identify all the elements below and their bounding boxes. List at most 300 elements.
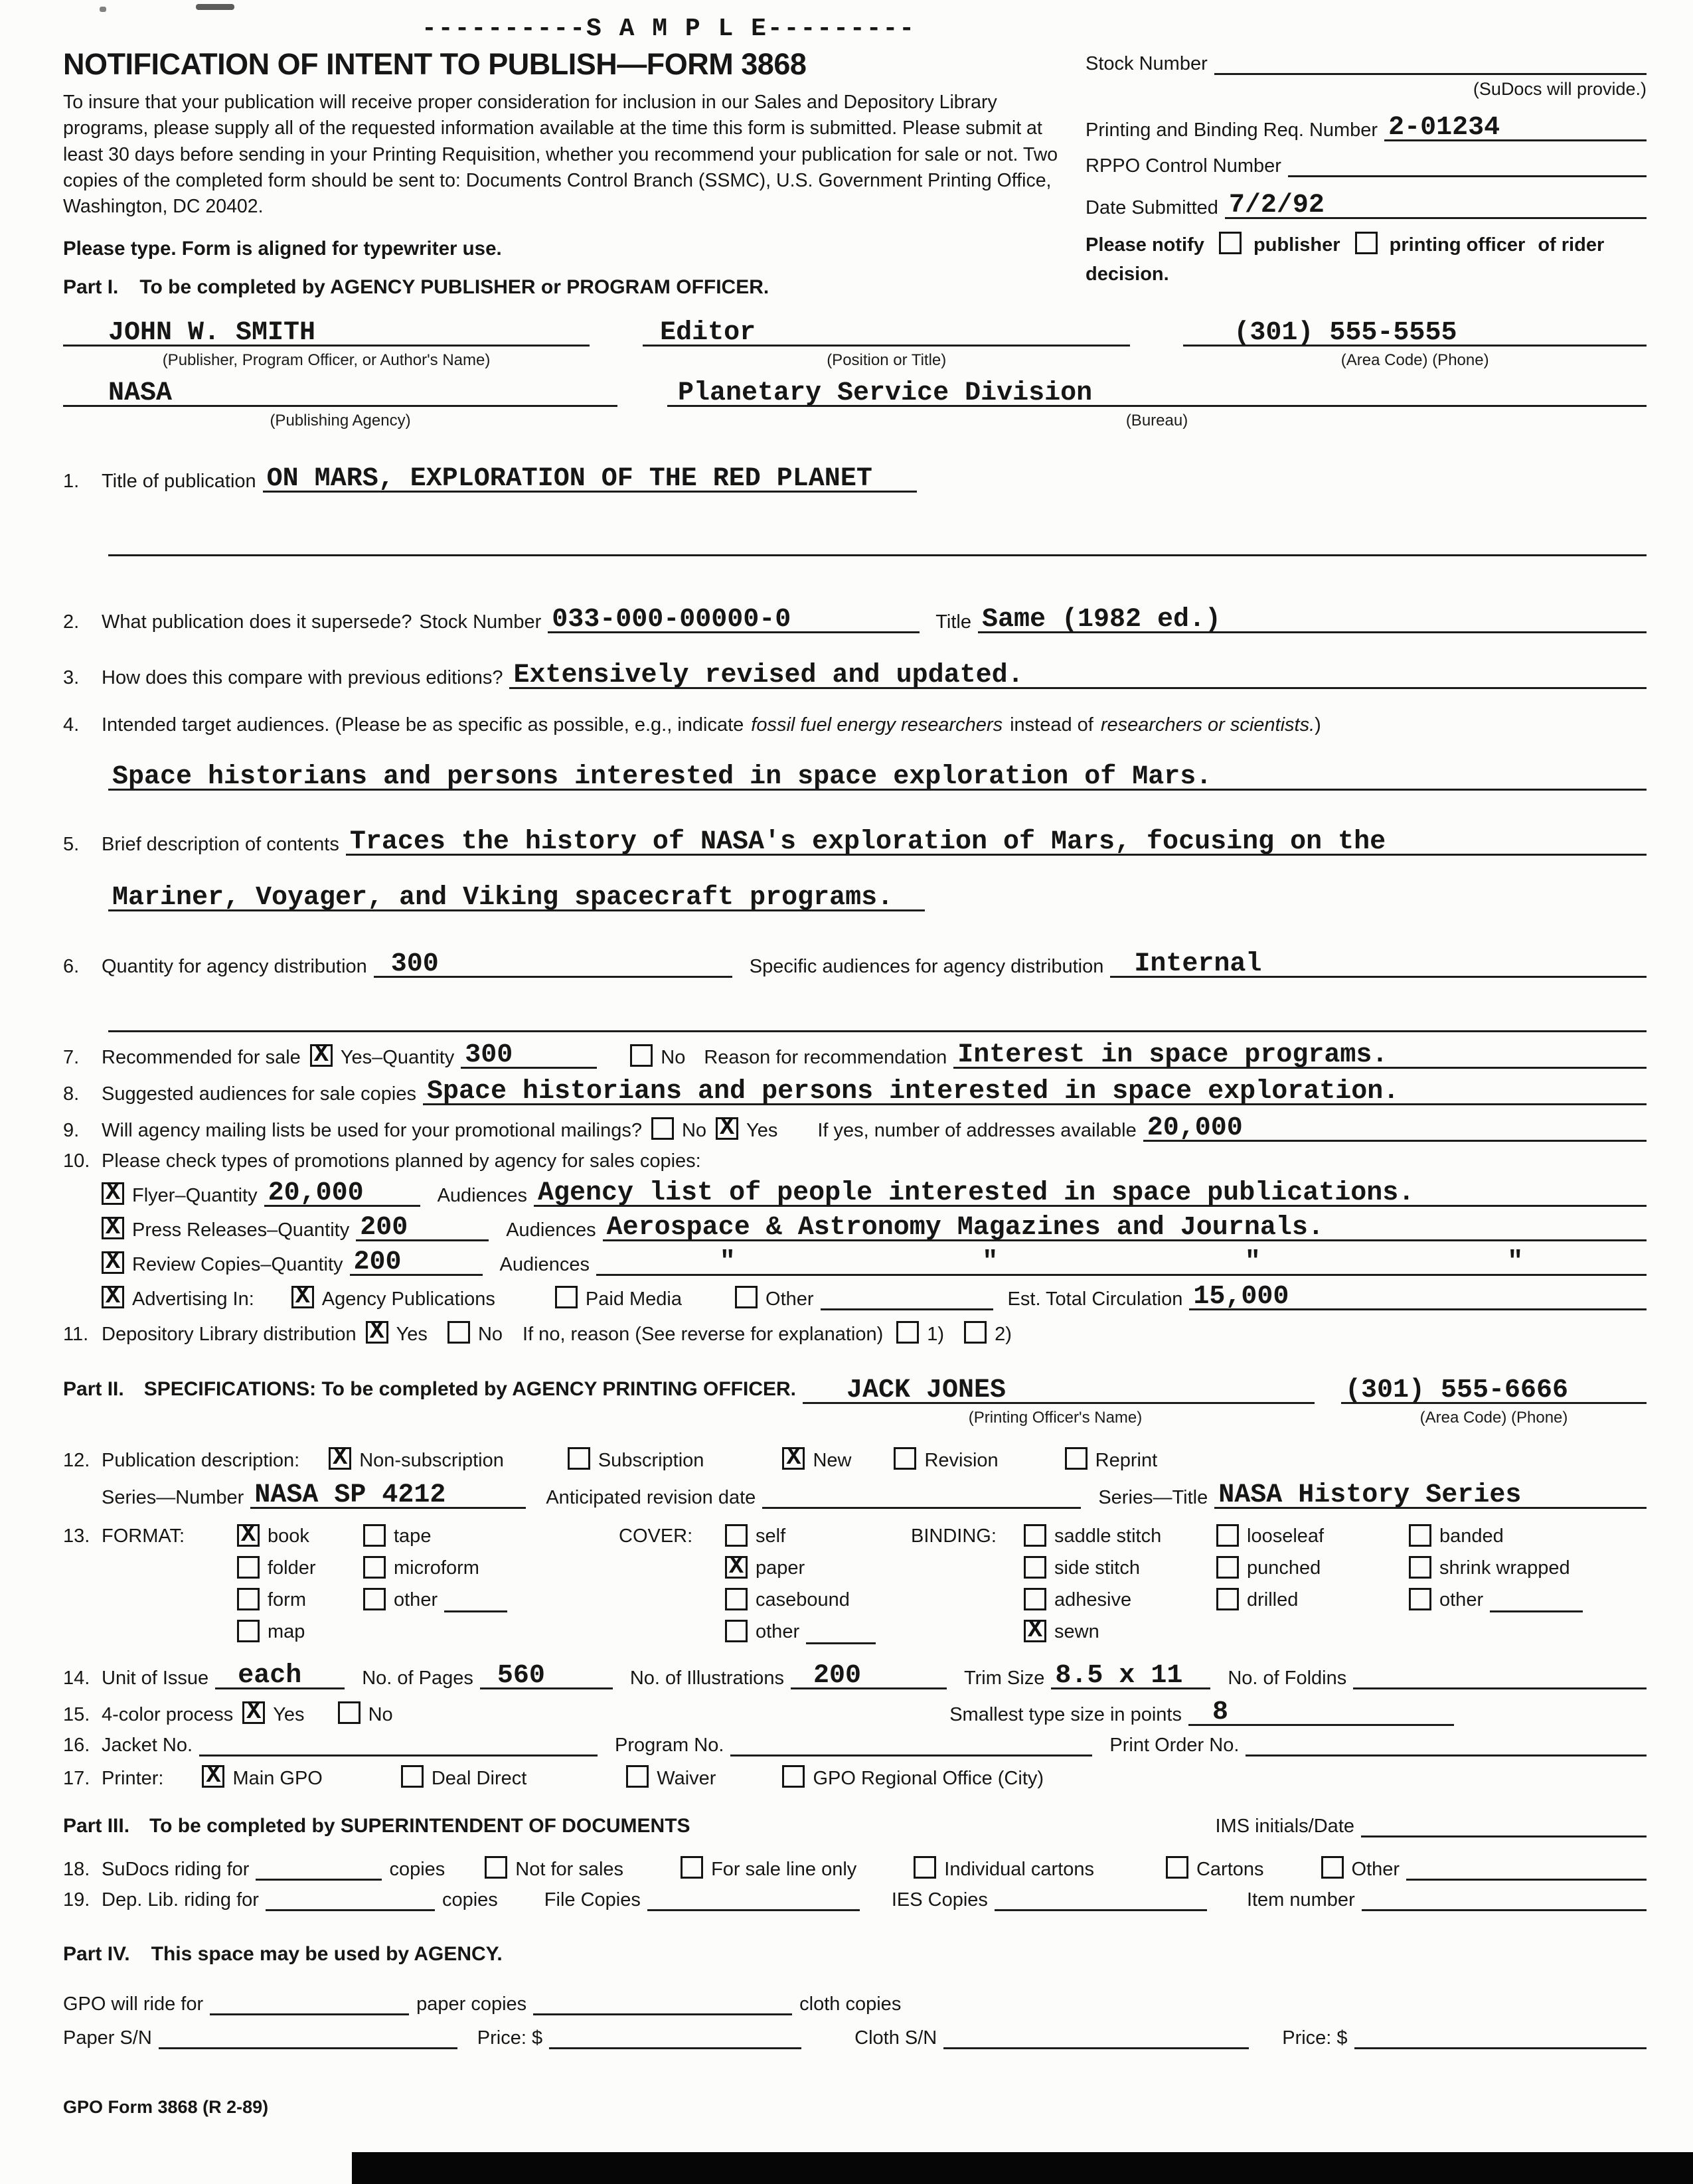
cover-paper-label: paper [756, 1557, 805, 1579]
depository-distribution-label: Depository Library distribution [102, 1323, 357, 1345]
checkbox-mailing-yes[interactable] [716, 1117, 738, 1140]
item-8-number: 8. [63, 1083, 80, 1105]
gpo-ride-row [63, 1993, 1647, 2015]
format-col-1 [237, 1521, 363, 1648]
field-foldins[interactable] [1353, 1684, 1647, 1689]
item-10-press-row [63, 1213, 1647, 1241]
checkbox-four-color-no[interactable] [338, 1701, 361, 1724]
banded-label: banded [1439, 1525, 1504, 1547]
checkbox-depository-no[interactable] [447, 1321, 470, 1344]
header-left [63, 15, 1059, 299]
target-audiences-italic-1: fossil fuel energy researchers [751, 714, 1003, 736]
header [63, 15, 1647, 299]
est-circulation-label: Est. Total Circulation [1007, 1288, 1183, 1310]
item-10-number: 10. [63, 1150, 90, 1172]
shrink-wrapped-label: shrink wrapped [1439, 1557, 1570, 1579]
gpo-regional-label: GPO Regional Office (City) [813, 1767, 1044, 1789]
addresses-available-value: 20,000 [1147, 1113, 1243, 1143]
paper-copies-label: paper copies [416, 1993, 527, 2015]
checkbox-not-for-sales[interactable] [485, 1856, 507, 1879]
field-pages[interactable] [480, 1662, 613, 1689]
field-advertising-other[interactable] [821, 1305, 993, 1310]
rppo-control-label: RPPO Control Number [1086, 155, 1281, 177]
checkbox-map[interactable] [237, 1620, 260, 1642]
press-audiences-label: Audiences [506, 1219, 596, 1241]
sudocs-copies-label: copies [389, 1858, 445, 1880]
printing-officer-name-caption: (Printing Officer's Name) [968, 1408, 1143, 1427]
not-for-sales-label: Not for sales [515, 1858, 624, 1880]
item-12-number: 12. [63, 1449, 90, 1471]
notify-publisher-label: publisher [1253, 234, 1340, 256]
checkbox-drilled[interactable] [1216, 1588, 1239, 1610]
scan-artifact-speck [100, 7, 106, 12]
checkbox-side-stitch[interactable] [1024, 1556, 1046, 1579]
checkbox-cover-self[interactable] [725, 1524, 748, 1547]
ditto-mark: " [719, 1247, 736, 1277]
target-audiences-label-1: Intended target audiences. (Please be as specific as possible, e.g., indicate [102, 714, 744, 736]
item-9 [63, 1114, 1647, 1142]
printer-label: Printer: [102, 1767, 164, 1789]
unit-of-issue-label: Unit of Issue [102, 1667, 209, 1689]
checkbox-depository-reason-2[interactable] [964, 1321, 987, 1344]
sewn-label: sewn [1054, 1621, 1099, 1643]
item-2-number: 2. [63, 611, 80, 633]
field-press-audiences[interactable] [603, 1213, 1647, 1241]
checkbox-notify-printing-officer[interactable] [1355, 232, 1378, 254]
notify-label: Please notify [1086, 234, 1204, 256]
checkbox-sewn[interactable] [1024, 1620, 1046, 1642]
field-publisher-phone[interactable] [1183, 319, 1647, 347]
field-anticipated-revision-date[interactable] [762, 1504, 1081, 1509]
depository-reason-label: If no, reason (See reverse for explanation) [523, 1323, 884, 1345]
four-color-label: 4-color process [102, 1703, 234, 1725]
field-item-6-continuation-line[interactable] [108, 1027, 1647, 1032]
mailing-yes-label: Yes [746, 1119, 778, 1141]
individual-cartons-label: Individual cartons [944, 1858, 1094, 1880]
field-addresses-available[interactable] [1143, 1114, 1647, 1142]
item-19-number: 19. [63, 1889, 90, 1911]
stock-number-field[interactable] [1214, 70, 1647, 75]
supersede-title-label: Title [935, 611, 971, 633]
cover-self-label: self [756, 1525, 786, 1547]
item-10-advertising-row [63, 1283, 1647, 1310]
print-order-no-label: Print Order No. [1109, 1734, 1240, 1756]
field-jacket-no[interactable] [199, 1751, 598, 1756]
checkbox-deal-direct[interactable] [401, 1765, 424, 1788]
press-releases-label: Press Releases–Quantity [132, 1219, 350, 1241]
please-type-note: Please type. Form is aligned for typewriter use. [63, 237, 502, 260]
binding-label-cell [911, 1521, 1024, 1553]
field-est-circulation[interactable] [1189, 1283, 1647, 1310]
checkbox-sudocs-other[interactable] [1321, 1856, 1344, 1879]
field-trim-size[interactable] [1051, 1662, 1210, 1689]
field-target-audiences[interactable] [108, 763, 1647, 791]
field-press-quantity[interactable] [356, 1213, 489, 1241]
item-14 [63, 1662, 1647, 1689]
field-publisher-name[interactable] [63, 319, 590, 347]
printing-binding-req-value: 2-01234 [1388, 113, 1500, 143]
field-compare-editions[interactable] [509, 661, 1647, 689]
flyer-audiences-label: Audiences [437, 1184, 528, 1206]
checkbox-cover-paper[interactable] [725, 1556, 748, 1579]
part2-title: SPECIFICATIONS: To be completed by AGENCY PRINTING OFFICER. [143, 1377, 796, 1400]
recommended-for-sale-label: Recommended for sale [102, 1046, 301, 1068]
item-6 [63, 950, 1647, 978]
item-3-number: 3. [63, 666, 80, 688]
cloth-price-label: Price: $ [1282, 2027, 1348, 2049]
suggested-audiences-value: Space historians and persons interested in space exploration. [426, 1076, 1400, 1107]
checkbox-folder[interactable] [237, 1556, 260, 1579]
unit-of-issue-value: each [238, 1660, 302, 1691]
field-unit-of-issue[interactable] [215, 1662, 345, 1689]
stock-number-label: Stock Number [1086, 53, 1208, 74]
checkbox-tape[interactable] [363, 1524, 386, 1547]
checkbox-punched[interactable] [1216, 1556, 1239, 1579]
part1-heading [63, 276, 1059, 299]
promotions-label: Please check types of promotions planned by agency for sales copies: [102, 1150, 701, 1172]
cloth-copies-label: cloth copies [799, 1993, 902, 2015]
checkbox-review-copies[interactable] [102, 1251, 124, 1274]
date-submitted-value: 7/2/92 [1228, 191, 1325, 220]
sale-reason-label: Reason for recommendation [704, 1046, 947, 1068]
publisher-phone-caption: (Area Code) (Phone) [1340, 351, 1489, 369]
item-2 [63, 605, 1647, 633]
header-right [1086, 15, 1647, 289]
cover-label-cell [619, 1521, 725, 1553]
field-description-line2[interactable] [108, 884, 925, 911]
foldins-label: No. of Foldins [1228, 1667, 1347, 1689]
agency-publications-label: Agency Publications [321, 1288, 495, 1310]
publisher-name-caption: (Publisher, Program Officer, or Author's Name) [162, 351, 491, 369]
binding-col-3 [1409, 1521, 1647, 1616]
field-bureau[interactable] [667, 379, 1647, 407]
field-printing-officer-phone[interactable] [1341, 1376, 1647, 1404]
part2-number: Part II. [63, 1377, 124, 1400]
scan-artifact-bottom-bar [352, 2152, 1693, 2184]
est-circulation-value: 15,000 [1193, 1281, 1289, 1312]
printing-officer-phone-caption: (Area Code) (Phone) [1419, 1408, 1568, 1427]
dep-lib-riding-label: Dep. Lib. riding for [102, 1889, 259, 1911]
printing-officer-name-value: JACK JONES [846, 1375, 1007, 1405]
checkbox-flyer[interactable] [102, 1182, 124, 1205]
sale-quantity-value: 300 [465, 1040, 513, 1070]
checkbox-looseleaf[interactable] [1216, 1524, 1239, 1547]
checkbox-book[interactable] [237, 1524, 260, 1547]
field-flyer-audiences[interactable] [534, 1179, 1647, 1207]
checkbox-depository-yes[interactable] [366, 1321, 388, 1344]
dep-lib-copies-label: copies [442, 1889, 498, 1911]
date-submitted-field[interactable] [1225, 191, 1647, 219]
supersede-title-value: Same (1982 ed.) [981, 604, 1222, 635]
binding-col-2 [1216, 1521, 1409, 1616]
publisher-phone-value: (301) 555-5555 [1234, 317, 1457, 348]
depository-reason-1-label: 1) [927, 1323, 945, 1345]
checkbox-agency-publications[interactable] [291, 1286, 314, 1308]
field-ies-copies[interactable] [995, 1906, 1207, 1911]
field-program-no[interactable] [730, 1751, 1092, 1756]
field-description-line1[interactable] [346, 828, 1647, 856]
checkbox-waiver[interactable] [626, 1765, 649, 1788]
sn-price-row [63, 2027, 1647, 2049]
new-label: New [813, 1449, 852, 1471]
adhesive-label: adhesive [1054, 1589, 1132, 1611]
binding-other-label: other [1439, 1589, 1484, 1611]
description-value-line2: Mariner, Voyager, and Viking spacecraft programs. [112, 882, 894, 913]
checkbox-adhesive[interactable] [1024, 1588, 1046, 1610]
item-4 [63, 714, 1647, 736]
tape-label: tape [394, 1525, 432, 1547]
part1-number: Part I. [63, 275, 119, 298]
checkbox-format-other[interactable] [363, 1588, 386, 1610]
field-supersede-title[interactable] [978, 605, 1647, 633]
item-3 [63, 661, 1647, 689]
item-16 [63, 1735, 1647, 1756]
item-10-review-row [63, 1248, 1647, 1276]
checkbox-saddle-stitch[interactable] [1024, 1524, 1046, 1547]
ditto-mark: " [982, 1247, 999, 1277]
checkbox-form[interactable] [237, 1588, 260, 1610]
field-format-other[interactable] [444, 1607, 507, 1612]
cover-casebound-label: casebound [756, 1589, 850, 1611]
item-15 [63, 1698, 1647, 1726]
field-sudocs-other[interactable] [1406, 1875, 1647, 1881]
pages-label: No. of Pages [362, 1667, 473, 1689]
field-print-order-no[interactable] [1246, 1751, 1647, 1756]
agency-distribution-qty-label: Quantity for agency distribution [102, 955, 367, 977]
item-18 [63, 1856, 1647, 1881]
cloth-sn-label: Cloth S/N [854, 2027, 937, 2049]
item-17 [63, 1765, 1647, 1790]
sudocs-other-label: Other [1351, 1858, 1400, 1880]
bureau-value: Planetary Service Division [678, 378, 1093, 408]
field-supersede-stock-number[interactable] [548, 605, 920, 633]
looseleaf-label: looseleaf [1247, 1525, 1325, 1547]
target-audiences-value: Space historians and persons interested in space exploration of Mars. [112, 761, 1212, 792]
flyer-label: Flyer–Quantity [132, 1184, 258, 1206]
field-gpo-ride-paper-copies[interactable] [210, 2010, 409, 2015]
description-value-line1: Traces the history of NASA's exploration of Mars, focusing on the [349, 826, 1386, 857]
depository-yes-label: Yes [396, 1323, 428, 1345]
checkbox-paid-media[interactable] [555, 1286, 578, 1308]
field-illustrations[interactable] [791, 1662, 947, 1689]
checkbox-new[interactable] [782, 1447, 805, 1470]
field-series-title[interactable] [1214, 1481, 1647, 1509]
checkbox-notify-publisher[interactable] [1219, 232, 1242, 254]
checkbox-cover-casebound[interactable] [725, 1588, 748, 1610]
printing-binding-req-field[interactable] [1384, 114, 1647, 141]
form-instructions: To insure that your publication will receive proper consideration for inclusion in our Sales and Depository Library programs, please supply all of the requested information available at the time this form is submitted. Please submit at least 30 days before sending in your Printing Requisition, whether you recommend your publication for sale or not. Two copies of the completed form should be sent to: Documents Control Branch (SSMC), U.S. Government Printing Office, Washington, DC 20402. [63, 92, 1058, 218]
checkbox-gpo-regional[interactable] [782, 1765, 805, 1788]
part1-fields-row2 [63, 379, 1647, 430]
suggested-audiences-label: Suggested audiences for sale copies [102, 1083, 416, 1105]
checkbox-binding-other[interactable] [1409, 1588, 1431, 1610]
anticipated-revision-label: Anticipated revision date [546, 1486, 756, 1508]
compare-editions-label: How does this compare with previous editions? [102, 666, 503, 688]
checkbox-advertising[interactable] [102, 1286, 124, 1308]
item-8 [63, 1077, 1647, 1105]
field-agency-distribution-qty[interactable] [374, 950, 732, 978]
ditto-mark: " [1507, 1247, 1524, 1277]
item-number-label: Item number [1246, 1889, 1355, 1911]
item-10 [63, 1150, 1647, 1172]
target-audiences-label-3: ) [1315, 714, 1321, 736]
agency-distribution-qty-value: 300 [390, 949, 439, 979]
checkbox-reprint[interactable] [1065, 1447, 1088, 1470]
field-sudocs-riding-copies[interactable] [256, 1875, 382, 1881]
supersede-stock-value: 033-000-00000-0 [552, 604, 791, 635]
series-number-label: Series—Number [102, 1486, 244, 1508]
field-item-number[interactable] [1362, 1906, 1647, 1911]
deal-direct-label: Deal Direct [431, 1767, 527, 1789]
field-flyer-quantity[interactable] [264, 1179, 420, 1207]
field-review-quantity[interactable] [350, 1248, 483, 1276]
field-publishing-agency[interactable] [63, 379, 617, 407]
checkbox-four-color-yes[interactable] [242, 1701, 265, 1724]
part4-title: This space may be used by AGENCY. [151, 1942, 503, 1965]
sudocs-riding-label: SuDocs riding for [102, 1858, 250, 1880]
ditto-mark: " [1244, 1247, 1261, 1277]
item-9-number: 9. [63, 1119, 80, 1141]
trim-size-value: 8.5 x 11 [1055, 1660, 1183, 1691]
notify-officer-label: printing officer [1389, 234, 1526, 256]
sale-no-label: No [661, 1046, 686, 1068]
checkbox-cover-other[interactable] [725, 1620, 748, 1642]
field-series-number[interactable] [250, 1481, 526, 1509]
main-gpo-label: Main GPO [232, 1767, 323, 1789]
field-paper-price[interactable] [549, 2044, 801, 2049]
field-agency-distribution-audiences[interactable] [1110, 950, 1647, 978]
folder-label: folder [268, 1557, 316, 1579]
series-number-value: NASA SP 4212 [254, 1480, 446, 1510]
flyer-audiences-value: Agency list of people interested in space publications. [538, 1178, 1415, 1208]
field-sale-reason[interactable] [953, 1041, 1647, 1069]
checkbox-sale-no[interactable] [630, 1044, 653, 1067]
cover-col [725, 1521, 911, 1648]
field-printing-officer-name[interactable] [803, 1376, 1315, 1404]
checkbox-shrink-wrapped[interactable] [1409, 1556, 1431, 1579]
field-position-title[interactable] [643, 319, 1130, 347]
item-5 [63, 828, 1647, 856]
sudocs-note: (SuDocs will provide.) [1473, 79, 1647, 99]
target-audiences-italic-2: researchers or scientists. [1100, 714, 1315, 736]
date-submitted-label: Date Submitted [1086, 197, 1218, 218]
item-4-value-row [63, 763, 1647, 791]
title-continuation-line-row [63, 551, 1647, 556]
illustrations-label: No. of Illustrations [629, 1667, 784, 1689]
item-14-number: 14. [63, 1667, 90, 1689]
checkbox-microform[interactable] [363, 1556, 386, 1579]
checkbox-press-releases[interactable] [102, 1217, 124, 1239]
item-11 [63, 1321, 1647, 1346]
field-suggested-audiences[interactable] [423, 1077, 1647, 1105]
checkbox-cartons[interactable] [1166, 1856, 1188, 1879]
advertising-other-label: Other [766, 1288, 814, 1310]
field-binding-other[interactable] [1490, 1607, 1583, 1612]
program-no-label: Program No. [615, 1734, 724, 1756]
publication-description-label: Publication description: [102, 1449, 300, 1471]
field-review-audiences[interactable] [596, 1248, 1647, 1276]
checkbox-for-sale-line-only[interactable] [681, 1856, 703, 1879]
ims-initials-label: IMS initials/Date [1215, 1815, 1354, 1837]
item-19 [63, 1889, 1647, 1911]
part4-number: Part IV. [63, 1942, 130, 1965]
field-title-continuation-line[interactable] [108, 551, 1647, 556]
checkbox-revision[interactable] [894, 1447, 916, 1470]
checkbox-sale-yes[interactable] [310, 1044, 333, 1067]
addresses-available-label: If yes, number of addresses available [817, 1119, 1137, 1141]
press-quantity-value: 200 [360, 1212, 408, 1243]
field-paper-sn[interactable] [159, 2044, 457, 2049]
checkbox-non-subscription[interactable] [329, 1447, 351, 1470]
part1-title: To be completed by AGENCY PUBLISHER or PROGRAM OFFICER. [139, 275, 769, 298]
target-audiences-label-2: instead of [1010, 714, 1093, 736]
field-gpo-ride-cloth-copies[interactable] [533, 2010, 792, 2015]
field-title-of-publication[interactable] [263, 465, 917, 493]
jacket-no-label: Jacket No. [102, 1734, 193, 1756]
flyer-quantity-value: 20,000 [268, 1178, 364, 1208]
notify-row [1086, 231, 1647, 289]
checkbox-advertising-other[interactable] [735, 1286, 758, 1308]
field-cloth-price[interactable] [1354, 2044, 1647, 2049]
revision-label: Revision [924, 1449, 999, 1471]
file-copies-label: File Copies [544, 1889, 641, 1911]
field-sale-quantity[interactable] [461, 1041, 597, 1069]
form-label: form [268, 1589, 306, 1611]
item-18-number: 18. [63, 1858, 90, 1880]
agency-distribution-audiences-value: Internal [1134, 949, 1262, 979]
bureau-caption: (Bureau) [1125, 411, 1188, 429]
checkbox-depository-reason-1[interactable] [896, 1321, 919, 1344]
checkbox-subscription[interactable] [568, 1447, 590, 1470]
reprint-label: Reprint [1095, 1449, 1158, 1471]
trim-size-label: Trim Size [963, 1667, 1045, 1689]
rppo-control-field[interactable] [1288, 172, 1647, 177]
field-file-copies[interactable] [647, 1906, 860, 1911]
binding-col-1 [1024, 1521, 1216, 1648]
item-4-number: 4. [63, 714, 80, 736]
supersede-stock-label: Stock Number [419, 611, 542, 633]
punched-label: punched [1247, 1557, 1321, 1579]
checkbox-individual-cartons[interactable] [914, 1856, 936, 1879]
field-ims-initials-date[interactable] [1361, 1832, 1647, 1837]
smallest-type-value: 8 [1212, 1697, 1229, 1727]
field-dep-lib-riding-copies[interactable] [266, 1906, 435, 1911]
depository-no-label: No [477, 1323, 503, 1345]
item-5-number: 5. [63, 833, 80, 855]
checkbox-mailing-no[interactable] [651, 1117, 674, 1140]
press-audiences-value: Aerospace & Astronomy Magazines and Journals. [606, 1212, 1324, 1243]
sale-reason-value: Interest in space programs. [957, 1040, 1388, 1070]
paper-sn-label: Paper S/N [63, 2027, 152, 2049]
field-cloth-sn[interactable] [943, 2044, 1249, 2049]
part3-number: Part III. [63, 1814, 130, 1837]
depository-reason-2-label: 2) [995, 1323, 1012, 1345]
field-cover-other[interactable] [806, 1639, 876, 1644]
sample-watermark: ----------S A M P L E--------- [422, 15, 916, 43]
cover-other-label: other [756, 1621, 800, 1643]
book-label: book [268, 1525, 309, 1547]
field-smallest-type[interactable] [1188, 1698, 1454, 1726]
checkbox-banded[interactable] [1409, 1524, 1431, 1547]
item-15-number: 15. [63, 1703, 90, 1725]
checkbox-main-gpo[interactable] [202, 1765, 224, 1788]
paper-price-label: Price: $ [477, 2027, 543, 2049]
description-label: Brief description of contents [102, 833, 339, 855]
part4-heading [63, 1943, 1647, 1966]
position-title-caption: (Position or Title) [827, 351, 947, 369]
waiver-label: Waiver [657, 1767, 716, 1789]
publishing-agency-value: NASA [108, 378, 173, 408]
